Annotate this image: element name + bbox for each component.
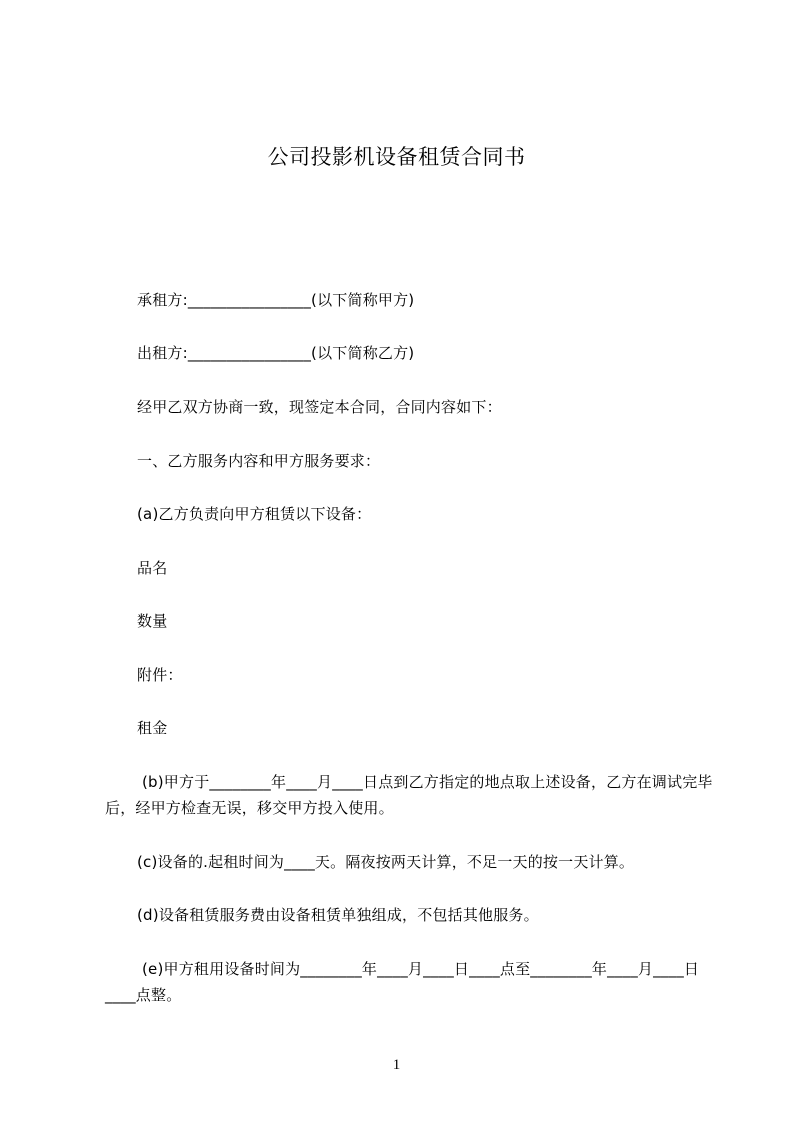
lessee-line: 承租方:________________(以下简称甲方)	[137, 291, 415, 309]
clause-e: (e)甲方租用设备时间为________年____月____日____点至________年____月____日____点整。	[105, 960, 700, 1004]
item-rent: 租金	[137, 719, 168, 737]
intro-paragraph: 经甲乙双方协商一致，现签定本合同，合同内容如下：	[137, 398, 502, 416]
clause-b: (b)甲方于________年____月____日点到乙方指定的地点取上述设备，乙方在调试完毕后，经甲方检查无误，移交甲方投入使用。	[105, 773, 713, 817]
item-accessories: 附件：	[137, 666, 183, 684]
document-title: 公司投影机设备租赁合同书	[267, 145, 526, 169]
page-number: 1	[392, 1057, 401, 1073]
lessor-line: 出租方:________________(以下简称乙方)	[137, 344, 415, 362]
item-product-name: 品名	[137, 559, 168, 577]
item-quantity: 数量	[137, 612, 168, 630]
section-heading-1: 一、乙方服务内容和甲方服务要求：	[137, 452, 381, 470]
clause-a: (a)乙方负责向甲方租赁以下设备：	[137, 505, 372, 523]
clause-d: (d)设备租赁服务费由设备租赁单独组成，不包括其他服务。	[137, 906, 539, 924]
clause-c: (c)设备的.起租时间为____天。隔夜按两天计算，不足一天的按一天计算。	[137, 853, 635, 871]
